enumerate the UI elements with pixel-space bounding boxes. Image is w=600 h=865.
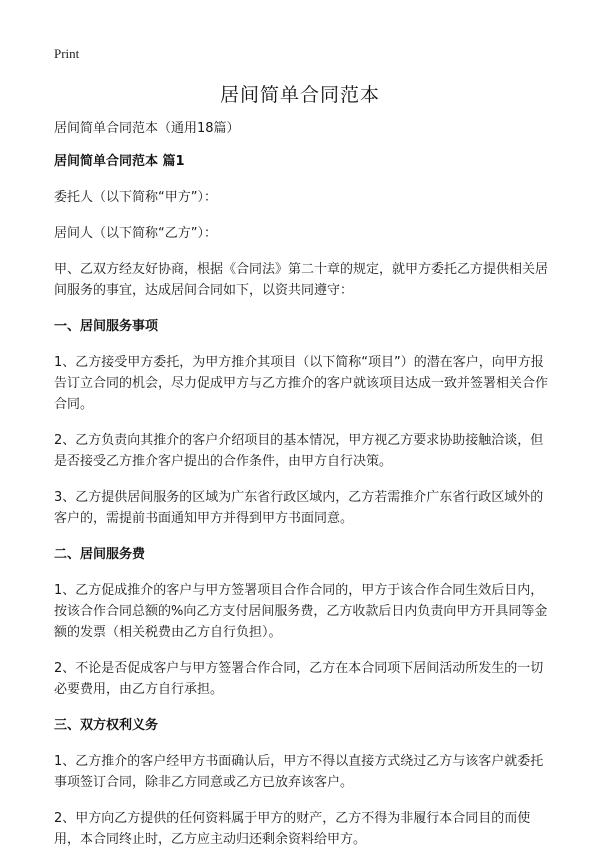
document-title: 居间简单合同范本: [219, 84, 380, 106]
preamble-paragraph: 甲、乙双方经友好协商，根据《合同法》第二十章的规定，就甲方委托乙方提供相关居间服务的事宜，达成居间合同如下，以资共同遵守：: [54, 262, 549, 298]
clause-paragraph: 2、乙方负责向其推介的客户介绍项目的基本情况，甲方视乙方要求协助接触洽谈，但是否接受乙方推介客户提出的合作条件，由甲方自行决策。: [54, 433, 544, 469]
clause-paragraph: 1、乙方接受甲方委托，为甲方推介其项目（以下简称“项目”）的潜在客户，向甲方报告订立合同的机会，尽力促成甲方与乙方推介的客户就该项目达成一致并签署相关合作合同。: [54, 355, 549, 412]
part-heading: 居间简单合同范本 篇1: [54, 154, 185, 169]
section-heading: 二、居间服务费: [54, 547, 146, 562]
print-label: Print: [54, 46, 80, 61]
section-heading: 三、双方权利义务: [54, 718, 159, 733]
clause-paragraph: 2、不论是否促成客户与甲方签署合作合同，乙方在本合同项下居间活动所发生的一切必要费用，由乙方自行承担。: [54, 661, 544, 697]
clause-paragraph: 2、甲方向乙方提供的任何资料属于甲方的财产，乙方不得为非履行本合同目的而使用，本合同终止时，乙方应主动归还剩余资料给甲方。: [54, 811, 531, 847]
section-heading: 一、居间服务事项: [54, 319, 159, 334]
document-subtitle: 居间简单合同范本（通用18篇）: [54, 121, 240, 136]
document-body: [54, 118, 548, 865]
party-a-line: 委托人（以下简称“甲方”）：: [54, 190, 217, 205]
clause-paragraph: 1、乙方促成推介的客户与甲方签署项目合作合同的，甲方于该合作合同生效后日内，按该合作合同总额的%向乙方支付居间服务费，乙方收款后日内负责向甲方开具同等金额的发票（相关税费由乙方自行负担）。: [54, 583, 548, 640]
party-b-line: 居间人（以下简称“乙方”）：: [54, 226, 217, 241]
clause-paragraph: 1、乙方推介的客户经甲方书面确认后，甲方不得以直接方式绕过乙方与该客户就委托事项签订合同，除非乙方同意或乙方已放弃该客户。: [54, 754, 544, 790]
clause-paragraph: 3、乙方提供居间服务的区域为广东省行政区域内，乙方若需推介广东省行政区域外的客户的，需提前书面通知甲方并得到甲方书面同意。: [54, 490, 544, 526]
